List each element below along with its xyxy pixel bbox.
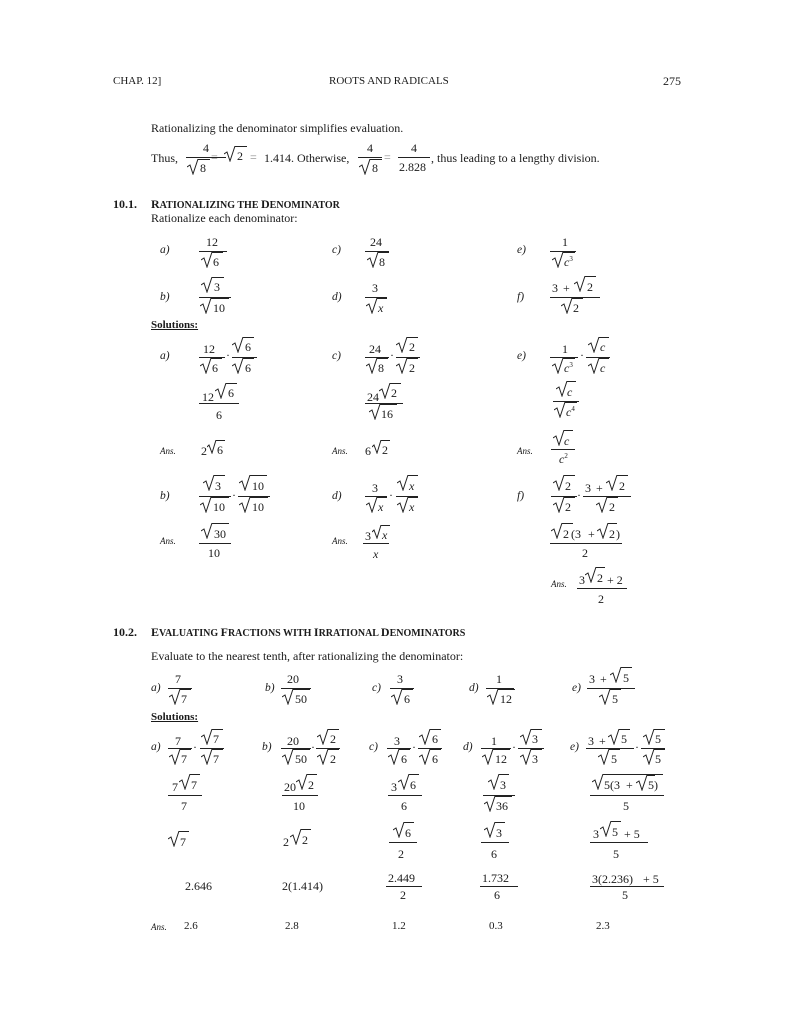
- ans-label: Ans.: [551, 579, 567, 589]
- s102-c-sr: 6: [405, 826, 411, 840]
- sol-e-ans-d: $c^2$: [559, 452, 568, 466]
- label-a: a): [160, 244, 170, 256]
- s102-a-ans: 2.6: [184, 920, 198, 932]
- radical-icon: [201, 749, 213, 765]
- radical-icon: [317, 749, 329, 765]
- s102-e-n1: 3: [588, 734, 594, 748]
- intro-eq: =: [211, 150, 218, 164]
- s102-b-d1: 50: [295, 752, 307, 766]
- fraction-bar: [358, 157, 382, 158]
- label-c: c): [332, 244, 341, 256]
- sol-c-r1: 2: [409, 340, 415, 354]
- sol-d-ans: 3: [365, 529, 371, 543]
- p102-c-rad: 6: [404, 692, 410, 706]
- s102-e-d2: 5: [655, 752, 661, 766]
- sol-e-label: e): [517, 350, 526, 362]
- sol-a-ans: 2: [201, 444, 207, 458]
- p102-d-num: 1: [496, 672, 502, 686]
- dot-operator: ·: [580, 348, 584, 362]
- fraction-bar: [398, 157, 430, 158]
- sol-e-n1: 1: [562, 342, 568, 356]
- s102-b-dec: 2(1.414): [282, 879, 323, 893]
- problem-e-num: 1: [562, 235, 568, 249]
- sol-a-ans-r: 6: [217, 443, 223, 457]
- sol-c-n1: 24: [369, 342, 381, 356]
- label-b: b): [265, 682, 275, 694]
- label-e: e): [570, 741, 579, 753]
- s102-d-ans: 0.3: [489, 920, 503, 932]
- radical-icon: [643, 729, 655, 745]
- sol-f-d1: 2: [565, 500, 571, 514]
- p102-e-nr: 5: [623, 671, 629, 685]
- label-a: a): [151, 741, 161, 753]
- s102-d-sr: 3: [496, 826, 502, 840]
- radical-icon: [379, 383, 391, 399]
- radical-icon: [598, 749, 610, 765]
- sol-f-a1: 3: [579, 573, 585, 587]
- s102-e-nr: 5: [621, 732, 627, 746]
- ans-label: Ans.: [160, 446, 176, 456]
- problem-a-rad: 6: [213, 255, 219, 269]
- ans-label: Ans.: [160, 536, 176, 546]
- radical-icon: [592, 774, 604, 790]
- radical-icon: [419, 729, 431, 745]
- s102-e-sr: 5: [612, 825, 618, 839]
- intro-num-c: 4: [411, 141, 417, 155]
- radical-icon: [200, 358, 212, 374]
- dot-operator: ·: [311, 740, 315, 754]
- problem-d-rad: x: [378, 301, 384, 315]
- sol-f-c2: (3: [571, 527, 581, 541]
- s102-b-cd: 10: [293, 799, 305, 813]
- radical-icon: [207, 440, 217, 454]
- s102-b-sr: 2: [302, 833, 308, 847]
- s102-a-d2: 7: [213, 752, 219, 766]
- s102-d-d2: 3: [532, 752, 538, 766]
- s102-d-nr: 3: [532, 732, 538, 746]
- s102-b-n1: 20: [287, 734, 299, 748]
- problem-c-rad: 8: [379, 255, 385, 269]
- label-b: b): [262, 741, 272, 753]
- p102-d-rad: 12: [500, 692, 512, 706]
- radical-icon: [203, 475, 215, 491]
- sol-a-d2: 6: [245, 361, 251, 375]
- s102-a-d1: 7: [181, 752, 187, 766]
- intro-den: 8: [200, 161, 206, 175]
- sol-f-d2: 2: [609, 500, 615, 514]
- sol-b-n1: 3: [215, 479, 221, 493]
- sol-c-d2: 2: [409, 361, 415, 375]
- radical-icon: [201, 523, 213, 539]
- sol-e-cr: c: [567, 385, 573, 399]
- radical-icon: [200, 298, 212, 314]
- s102-d-decd: 6: [494, 888, 500, 902]
- section-instruction: Rationalize each denominator:: [151, 211, 298, 225]
- sol-a-n1: 12: [203, 342, 215, 356]
- s102-c-sd: 2: [398, 847, 404, 861]
- radical-icon: [393, 822, 405, 838]
- radical-icon: [359, 159, 371, 175]
- p102-e-dr: 5: [612, 692, 618, 706]
- s102-e-sd: 5: [613, 847, 619, 861]
- s102-d-dec: 1.732: [482, 871, 509, 885]
- s102-b-c: 20: [284, 780, 296, 794]
- sol-a-d1: 6: [212, 361, 218, 375]
- intro-tail: , thus leading to a lengthy division.: [431, 151, 600, 165]
- sol-c-label: c): [332, 350, 341, 362]
- intro-eq2: =: [250, 150, 257, 164]
- p102-a-rad: 7: [181, 692, 187, 706]
- sol-d-d1: x: [378, 500, 384, 514]
- s102-e-s1: 3: [593, 827, 599, 841]
- s102-e-ans: 2.3: [596, 920, 610, 932]
- s102-d-cr: 3: [500, 778, 506, 792]
- sol-e-r1: c: [600, 340, 606, 354]
- radical-icon: [553, 497, 565, 513]
- sol-a-r1: 6: [245, 340, 251, 354]
- sol-f-cplus: +: [588, 527, 595, 541]
- radical-icon: [239, 497, 251, 513]
- radical-icon: [224, 146, 236, 162]
- s102-a-c: 7: [172, 780, 178, 794]
- radical-icon: [397, 475, 409, 491]
- radical-icon: [554, 402, 566, 418]
- sol-e-d2: c: [600, 361, 606, 375]
- label-d: d): [332, 291, 342, 303]
- radical-icon: [201, 277, 213, 293]
- p102-c-num: 3: [397, 672, 403, 686]
- section-title: EVALUATING FRACTIONS WITH IRRATIONAL DENOMINATORS: [151, 625, 466, 639]
- intro-den-b: 8: [372, 161, 378, 175]
- p102-b-num: 20: [287, 672, 299, 686]
- radical-icon: [168, 831, 180, 847]
- dot-operator: ·: [232, 488, 236, 502]
- dot-operator: ·: [412, 740, 416, 754]
- running-title: ROOTS AND RADICALS: [329, 75, 449, 87]
- sol-f-n1: 2: [565, 479, 571, 493]
- radical-icon: [551, 523, 563, 539]
- sol-d-ans-d: x: [373, 547, 379, 561]
- intro-den-c: 2.828: [399, 160, 426, 174]
- intro-num-b: 4: [367, 141, 373, 155]
- sol-f-c1: 2: [563, 527, 569, 541]
- radical-icon: [366, 497, 378, 513]
- radical-icon: [232, 337, 244, 353]
- ans-label: Ans.: [332, 536, 348, 546]
- s102-e-cplus: +: [626, 778, 633, 792]
- p102-b-rad: 50: [295, 692, 307, 706]
- problem-f-drad: 2: [573, 301, 579, 315]
- s102-b-ans: 2.8: [285, 920, 299, 932]
- radical-icon: [282, 749, 294, 765]
- s102-a-cd: 7: [181, 799, 187, 813]
- radical-icon: [239, 475, 251, 491]
- radical-icon: [388, 749, 400, 765]
- intro-line: Rationalizing the denominator simplifies evaluation.: [151, 121, 404, 135]
- radical-icon: [484, 796, 496, 812]
- fraction-bar: [186, 157, 226, 158]
- radical-icon: [215, 383, 227, 399]
- sol-d-ans-r: x: [382, 528, 388, 542]
- sol-c-c: 24: [367, 390, 379, 404]
- sol-a-label: a): [160, 350, 170, 362]
- radical-icon: [369, 404, 381, 420]
- s102-e-d1: 5: [611, 752, 617, 766]
- sol-f-n2r: 2: [619, 479, 625, 493]
- dot-operator: ·: [577, 488, 581, 502]
- solutions-heading: Solutions:: [151, 319, 199, 331]
- s102-e-cr2: 5): [648, 778, 658, 792]
- problem-b-num: 3: [214, 280, 220, 294]
- s102-c-cr: 6: [410, 778, 416, 792]
- intro-num: 4: [203, 141, 209, 155]
- radical-icon: [588, 358, 600, 374]
- intro-val: 1.414. Otherwise,: [264, 151, 350, 165]
- sol-b-n2: 10: [252, 479, 264, 493]
- sol-a-cr: 6: [228, 386, 234, 400]
- label-c: c): [372, 682, 381, 694]
- sol-b-d2: 10: [252, 500, 264, 514]
- radical-icon: [296, 774, 308, 790]
- radical-icon: [597, 523, 609, 539]
- radical-icon: [169, 689, 181, 705]
- sol-b-d1: 10: [213, 500, 225, 514]
- solutions-heading: Solutions:: [151, 711, 199, 723]
- radical-icon: [282, 689, 294, 705]
- s102-a-cr: 7: [191, 778, 197, 792]
- sol-e-cdr: $c^4$: [566, 405, 575, 419]
- page-number: 275: [663, 74, 681, 88]
- s102-c-nr: 6: [432, 732, 438, 746]
- radical-icon: [290, 829, 302, 845]
- radical-icon: [169, 749, 181, 765]
- sol-d-label: d): [332, 490, 342, 502]
- radical-icon: [574, 276, 586, 292]
- s102-d-d1: 12: [495, 752, 507, 766]
- radical-icon: [610, 667, 622, 683]
- problem-b-den: 10: [213, 301, 225, 315]
- dot-operator: ·: [512, 740, 516, 754]
- problem-c-num: 24: [370, 235, 382, 249]
- section-number: 10.2.: [113, 625, 137, 639]
- radical-icon: [596, 497, 608, 513]
- problem-e-rad: $c^3$: [564, 255, 573, 269]
- radical-icon: [520, 749, 532, 765]
- radical-icon: [606, 475, 618, 491]
- intro-thus: Thus,: [151, 151, 178, 165]
- s102-c-cd: 6: [401, 799, 407, 813]
- radical-icon: [179, 774, 191, 790]
- sol-c-cr: 2: [391, 386, 397, 400]
- s102-d-n1: 1: [491, 734, 497, 748]
- sol-b-label: b): [160, 490, 170, 502]
- sol-c-ans: 6: [365, 444, 371, 458]
- s102-b-cr: 2: [308, 778, 314, 792]
- label-a: a): [151, 682, 161, 694]
- problem-f-n1: 3: [552, 281, 558, 295]
- s102-c-n1: 3: [394, 734, 400, 748]
- radical-icon: [553, 475, 565, 491]
- s102-c-d1: 6: [401, 752, 407, 766]
- sol-b-ans-r: 30: [214, 527, 226, 541]
- chapter-label: CHAP. 12]: [113, 75, 162, 87]
- radical-icon: [391, 689, 403, 705]
- radical-icon: [232, 358, 244, 374]
- s102-e-decplus: + 5: [643, 872, 659, 886]
- label-e: e): [572, 682, 581, 694]
- radical-icon: [482, 749, 494, 765]
- s102-a-dec: 2.646: [185, 879, 212, 893]
- sol-d-n1: 3: [372, 481, 378, 495]
- radical-icon: [317, 729, 329, 745]
- s102-e-plus: +: [599, 734, 606, 748]
- radical-icon: [200, 497, 212, 513]
- dot-operator: ·: [226, 348, 230, 362]
- ans-label: Ans.: [332, 446, 348, 456]
- label-d: d): [463, 741, 473, 753]
- sol-f-plus: +: [596, 481, 603, 495]
- s102-e-cr: 5(3: [604, 778, 620, 792]
- radical-icon: [608, 729, 620, 745]
- intro-rad2: 2: [237, 149, 243, 163]
- radical-icon: [552, 358, 564, 374]
- sol-f-ad: 2: [598, 592, 604, 606]
- s102-e-decd: 5: [622, 888, 628, 902]
- dot-operator: ·: [390, 348, 394, 362]
- label-e: e): [517, 244, 526, 256]
- sol-d-d2: x: [409, 500, 415, 514]
- s102-c-d2: 6: [432, 752, 438, 766]
- problem-f-nrad: 2: [587, 280, 593, 294]
- sol-f-n2a: 3: [585, 481, 591, 495]
- radical-icon: [187, 159, 199, 175]
- radical-icon: [366, 358, 378, 374]
- sol-c-ans-r: 2: [382, 443, 388, 457]
- s102-b-d2: 2: [330, 752, 336, 766]
- sol-e-d1: $c^3$: [564, 361, 573, 375]
- sol-f-aplus: + 2: [607, 573, 623, 587]
- radical-icon: [585, 567, 597, 583]
- s102-b-nr: 2: [330, 732, 336, 746]
- p102-e-n1: 3: [589, 672, 595, 686]
- radical-icon: [599, 689, 611, 705]
- ans-label: Ans.: [517, 446, 533, 456]
- sol-f-ar: 2: [597, 571, 603, 585]
- radical-icon: [201, 252, 213, 268]
- radical-icon: [366, 298, 378, 314]
- label-b: b): [160, 291, 170, 303]
- sol-f-cr: 2: [609, 527, 615, 541]
- sol-a-cd: 6: [216, 408, 222, 422]
- section-instruction: Evaluate to the nearest tenth, after rationalizing the denominator:: [151, 649, 464, 663]
- sol-f-label: f): [517, 490, 525, 502]
- s102-c-decd: 2: [400, 888, 406, 902]
- radical-icon: [488, 774, 500, 790]
- radical-icon: [201, 729, 213, 745]
- p102-a-num: 7: [175, 672, 181, 686]
- s102-c-dec: 2.449: [388, 871, 415, 885]
- radical-icon: [588, 337, 600, 353]
- label-d: d): [469, 682, 479, 694]
- radical-icon: [419, 749, 431, 765]
- sol-d-n2: x: [409, 479, 415, 493]
- dot-operator: ·: [635, 740, 639, 754]
- radical-icon: [372, 440, 382, 454]
- radical-icon: [561, 298, 573, 314]
- ans-label: Ans.: [151, 922, 167, 932]
- s102-a-nr: 7: [213, 732, 219, 746]
- sol-c-cdr: 16: [381, 407, 393, 421]
- s102-b-s: 2: [283, 835, 289, 849]
- s102-d-sd: 6: [491, 847, 497, 861]
- radical-icon: [636, 775, 648, 791]
- s102-e-nr2: 5: [655, 732, 661, 746]
- problem-a-num: 12: [206, 235, 218, 249]
- radical-icon: [552, 252, 564, 268]
- section-number: 10.1.: [113, 197, 137, 211]
- dot-operator: ·: [193, 740, 197, 754]
- radical-icon: [398, 774, 410, 790]
- p102-e-plus: +: [600, 672, 607, 686]
- radical-icon: [396, 337, 408, 353]
- radical-icon: [643, 749, 655, 765]
- intro-eq3: =: [384, 150, 391, 164]
- radical-icon: [397, 497, 409, 513]
- radical-icon: [367, 252, 379, 268]
- radical-icon: [520, 729, 532, 745]
- sol-c-d1: 8: [378, 361, 384, 375]
- sol-f-cclose: ): [616, 527, 620, 541]
- s102-e-dec: 3(2.236): [592, 872, 633, 886]
- radical-icon: [484, 822, 496, 838]
- s102-a-n1: 7: [175, 734, 181, 748]
- s102-a-s: 7: [180, 835, 186, 849]
- label-f: f): [517, 291, 525, 303]
- radical-icon: [372, 525, 382, 539]
- s102-d-cdr: 36: [496, 799, 508, 813]
- s102-e-splus: + 5: [624, 827, 640, 841]
- section-title: RATIONALIZING THE DENOMINATOR: [151, 197, 340, 211]
- radical-icon: [600, 821, 612, 837]
- radical-icon: [396, 358, 408, 374]
- sol-f-cd: 2: [582, 546, 588, 560]
- sol-b-ans-d: 10: [208, 546, 220, 560]
- label-c: c): [369, 741, 378, 753]
- s102-c-ans: 1.2: [392, 920, 406, 932]
- problem-f-plus: +: [563, 281, 570, 295]
- sol-a-c: 12: [202, 390, 214, 404]
- dot-operator: ·: [389, 488, 393, 502]
- s102-c-c: 3: [391, 780, 397, 794]
- radical-icon: [487, 689, 499, 705]
- problem-d-num: 3: [372, 281, 378, 295]
- s102-e-cd: 5: [623, 799, 629, 813]
- sol-e-ans-r: c: [564, 434, 570, 448]
